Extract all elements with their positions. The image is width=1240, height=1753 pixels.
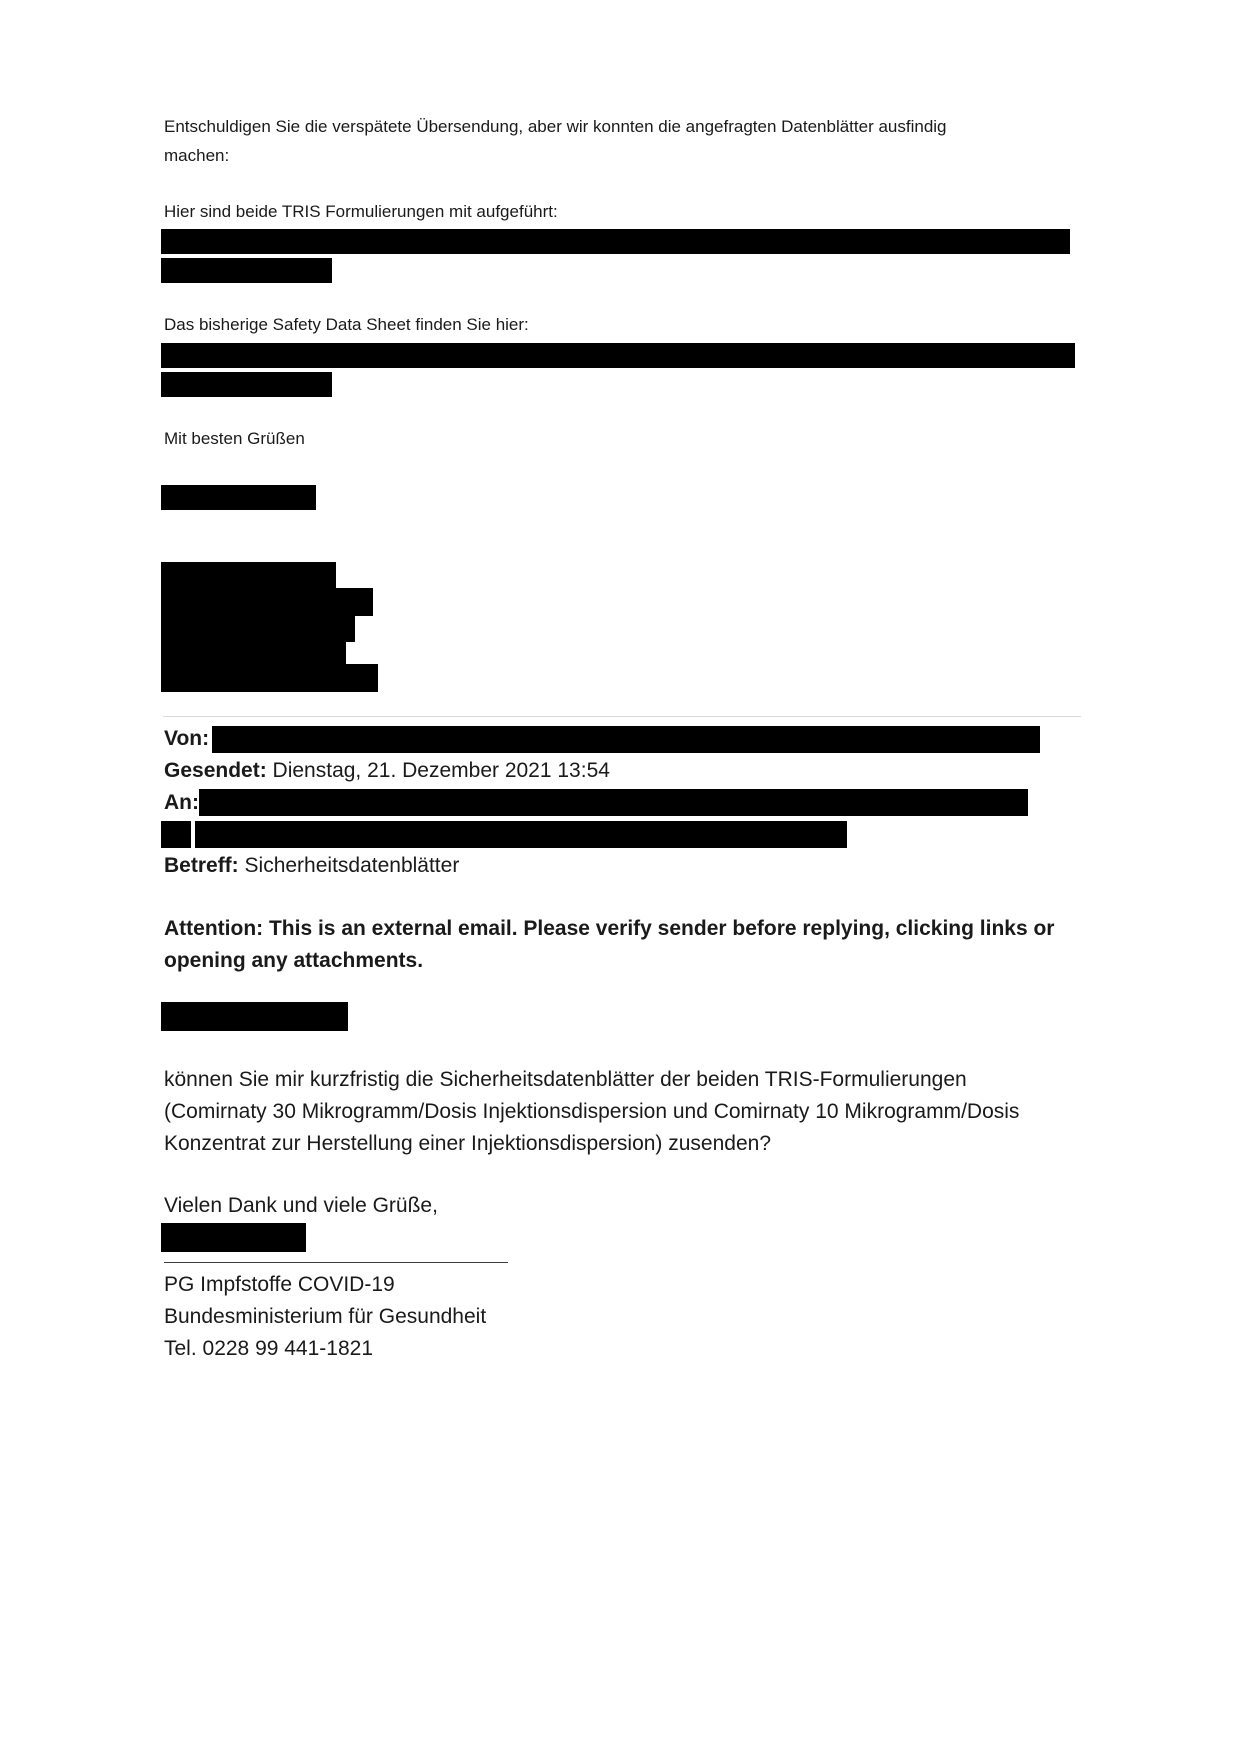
reply-intro-line-1: Entschuldigen Sie die verspätete Übersendung, aber wir konnten die angefragten Datenblätter ausfindig (164, 117, 947, 136)
subject-row (164, 855, 459, 876)
external-warning-line-2: opening any attachments. (164, 949, 424, 972)
sds-intro: Das bisherige Safety Data Sheet finden Sie hier: (164, 315, 529, 334)
redaction-from (212, 726, 1040, 753)
redaction-signature-5 (161, 664, 378, 692)
to-label: An: (164, 791, 199, 814)
redaction-signature-1 (161, 562, 336, 590)
sent-row (164, 760, 610, 781)
redaction-sds-link-2 (161, 372, 332, 397)
from-label: Von: (164, 727, 210, 750)
tris-intro: Hier sind beide TRIS Formulierungen mit aufgeführt: (164, 202, 558, 221)
sent-value: Dienstag, 21. Dezember 2021 13:54 (272, 759, 610, 782)
redaction-salutation (161, 1002, 348, 1031)
signature-line-2: Bundesministerium für Gesundheit (164, 1305, 487, 1328)
redaction-sender-name (161, 485, 316, 510)
redaction-requester-name (161, 1223, 306, 1252)
reply-intro-line-2: machen: (164, 146, 230, 165)
sent-label: Gesendet: (164, 759, 267, 782)
redaction-signature-3 (161, 614, 355, 642)
redaction-to-2 (161, 821, 191, 848)
signature-divider (164, 1262, 508, 1263)
separator-line (163, 716, 1081, 717)
external-warning-line-1: Attention: This is an external email. Please verify sender before replying, clicking links or (164, 917, 1055, 940)
reply-closing: Mit besten Grüßen (164, 429, 305, 448)
original-body-line-1: können Sie mir kurzfristig die Sicherheitsdatenblätter der beiden TRIS-Formulierungen (164, 1068, 967, 1091)
redaction-to-1 (199, 789, 1028, 816)
redaction-sds-link-1 (161, 343, 1075, 368)
redaction-signature-2 (161, 588, 373, 616)
original-body-line-2: (Comirnaty 30 Mikrogramm/Dosis Injektionsdispersion und Comirnaty 10 Mikrogramm/Dosis (164, 1100, 1020, 1123)
redaction-tris-link-2 (161, 258, 332, 283)
subject-label: Betreff: (164, 854, 239, 877)
redaction-tris-link-1 (161, 229, 1070, 254)
original-thanks: Vielen Dank und viele Grüße, (164, 1194, 438, 1217)
redaction-to-3 (195, 821, 847, 848)
subject-value: Sicherheitsdatenblätter (244, 854, 460, 877)
original-body-line-3: Konzentrat zur Herstellung einer Injektionsdispersion) zusenden? (164, 1132, 772, 1155)
signature-line-1: PG Impfstoffe COVID-19 (164, 1273, 395, 1296)
signature-line-3: Tel. 0228 99 441-1821 (164, 1337, 374, 1360)
